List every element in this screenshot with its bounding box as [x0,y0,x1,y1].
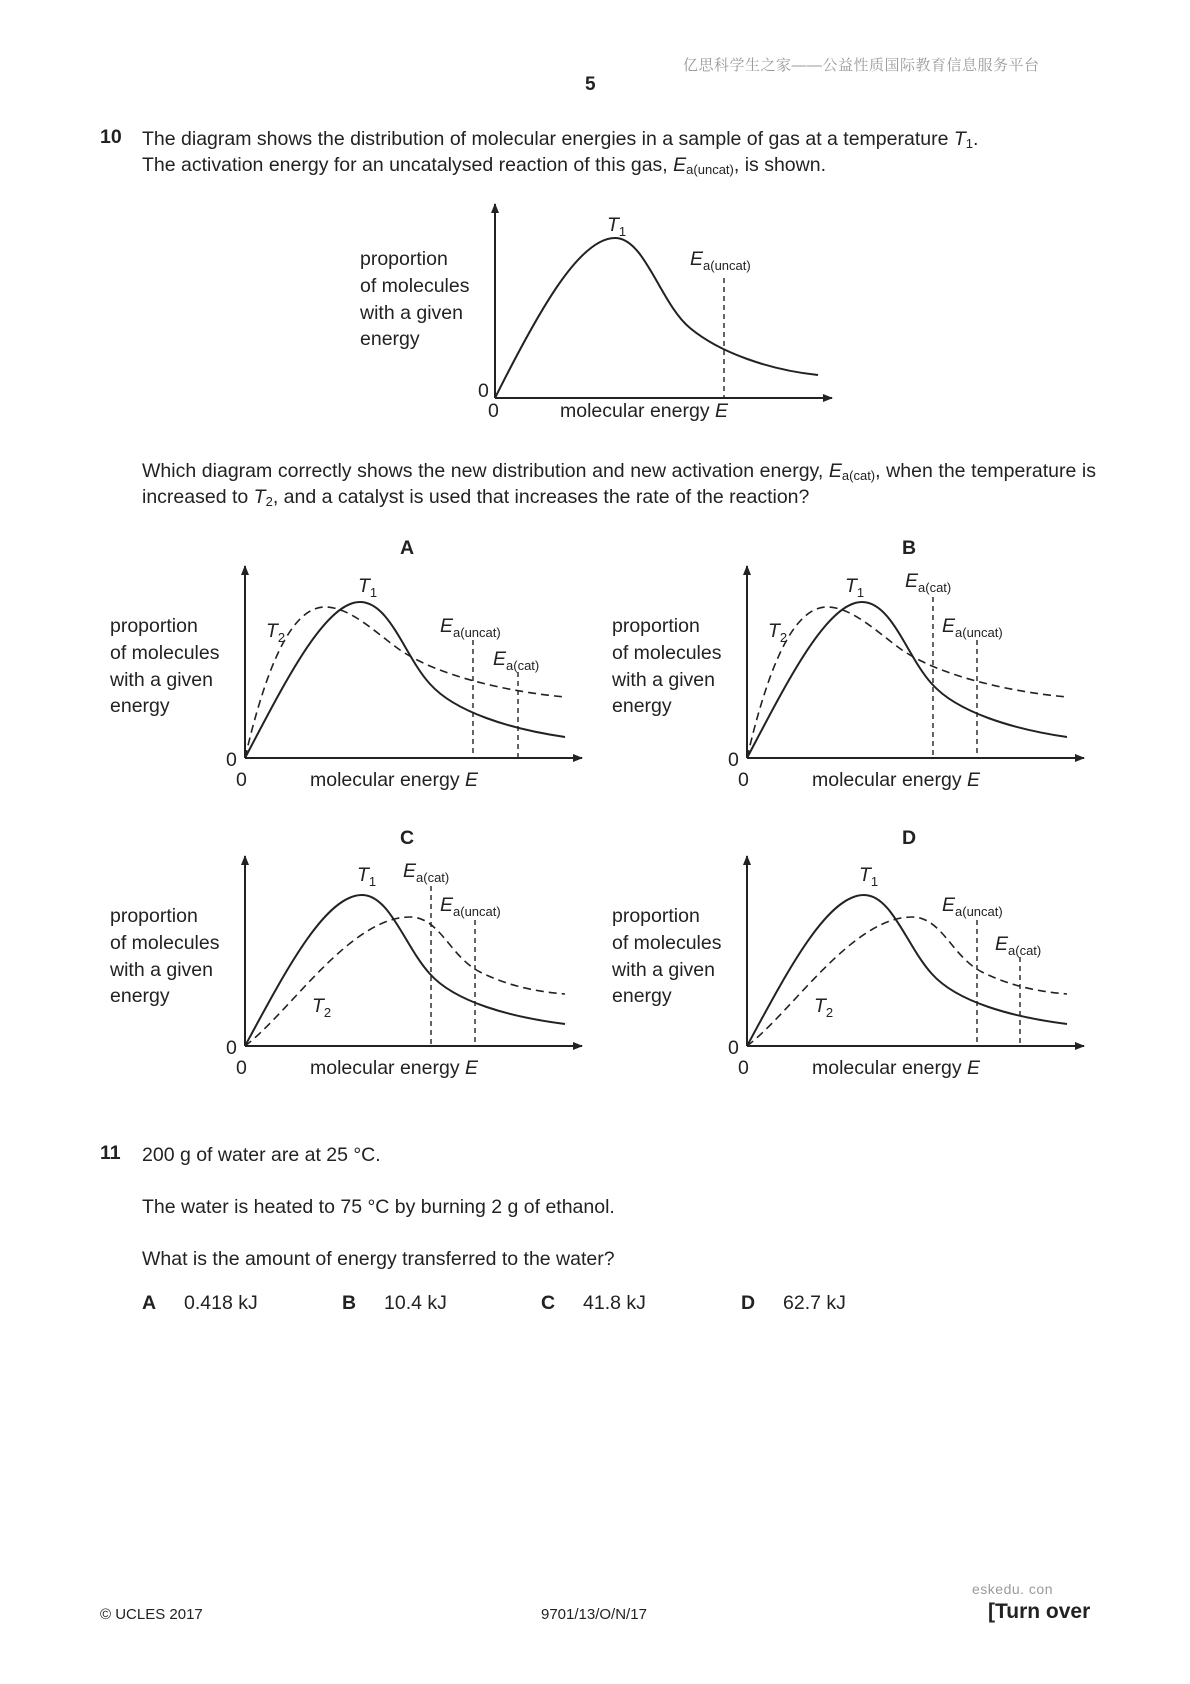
x-axis-label: molecular energy E [812,769,981,791]
footer-turn-over: [Turn over [988,1600,1091,1623]
t2-curve [747,607,1067,758]
x-axis-label: molecular energy E [560,400,729,422]
option-b-answer[interactable]: B 10.4 kJ [342,1292,447,1314]
t1-label: $T_1$ [358,575,378,600]
ea-cat-label: $E_{a(cat)}$ [403,860,450,885]
question-10-prompt: Which diagram correctly shows the new distribution and new activation energy, $E_{a(cat)}$, when the temperature is increased to $T_2$, and a catalyst is used that increases the rate of the reaction? [142,460,1096,509]
y-axis-label-3: with a given [110,669,213,691]
option-a-answer[interactable]: A 0.418 kJ [142,1292,258,1314]
y-axis-label-4: energy [110,695,170,717]
y-axis-label-2: of molecules [110,642,220,664]
question-11-line-1: 200 g of water are at 25 °C. [142,1144,381,1166]
ea-uncat-label: $E_{a(uncat)}$ [690,248,751,273]
option-d-letter: D [902,827,917,849]
t2-label: $T_2$ [814,995,834,1020]
y-axis-label-2: of molecules [612,932,722,954]
question-11-number: 11 [100,1142,121,1164]
option-a-diagram[interactable] [100,532,600,800]
origin-zero-x: 0 [236,769,247,791]
t2-label: $T_2$ [266,620,286,645]
origin-zero-y: 0 [226,749,237,771]
y-axis-label-1: proportion [110,615,198,637]
origin-zero-y: 0 [728,1037,739,1059]
origin-zero-x: 0 [738,1057,749,1079]
option-b-letter: B [902,537,917,559]
y-axis-label-4: energy [612,985,672,1007]
ea-cat-label: $E_{a(cat)}$ [905,570,952,595]
origin-zero-y: 0 [226,1037,237,1059]
ea-cat-label: $E_{a(cat)}$ [995,933,1042,958]
reference-energy-diagram [350,198,850,438]
footer-copyright: © UCLES 2017 [100,1606,203,1623]
t1-curve [495,238,818,398]
y-axis-label-1: proportion [612,615,700,637]
y-axis-label-4: energy [110,985,170,1007]
option-b-diagram[interactable] [602,532,1102,800]
t2-label: $T_2$ [312,995,332,1020]
x-axis-label: molecular energy E [310,769,479,791]
origin-zero-x: 0 [236,1057,247,1079]
ea-uncat-label: $E_{a(uncat)}$ [942,615,1003,640]
y-axis-label-4: energy [612,695,672,717]
option-c-answer[interactable]: C 41.8 kJ [541,1292,646,1314]
origin-zero-x: 0 [738,769,749,791]
question-10-intro: The diagram shows the distribution of molecular energies in a sample of gas at a temperature $T_1$. The activation energy for an uncatalysed reaction of this gas, $E_{a(uncat)}$, is shown. [142,128,979,177]
footer-paper-code: 9701/13/O/N/17 [541,1606,647,1623]
question-11-line-3: What is the amount of energy transferred to the water? [142,1248,615,1270]
t1-label: $T_1$ [845,575,865,600]
y-axis-label-4: energy [360,328,420,350]
y-axis-label-1: proportion [612,905,700,927]
origin-zero-y: 0 [478,380,489,402]
ea-cat-label: $E_{a(cat)}$ [493,648,540,673]
option-c-letter: C [400,827,415,849]
t1-label: $T_1$ [607,214,627,239]
ea-uncat-label: $E_{a(uncat)}$ [440,894,501,919]
y-axis-label-2: of molecules [110,932,220,954]
question-11-line-2: The water is heated to 75 °C by burning 2 g of ethanol. [142,1196,615,1218]
option-d-diagram[interactable] [602,822,1102,1090]
y-axis-label-3: with a given [110,959,213,981]
option-c-diagram[interactable] [100,822,600,1090]
t2-curve [245,607,565,758]
t1-label: $T_1$ [859,864,879,889]
t1-curve [245,602,565,758]
question-10-number: 10 [100,126,122,148]
y-axis-label-2: of molecules [360,275,470,297]
y-axis-label-1: proportion [360,248,448,270]
page-number: 5 [585,74,596,95]
y-axis-label-3: with a given [612,669,715,691]
y-axis-label-1: proportion [110,905,198,927]
t2-label: $T_2$ [768,620,788,645]
ea-uncat-label: $E_{a(uncat)}$ [440,615,501,640]
y-axis-label-3: with a given [612,959,715,981]
t1-label: $T_1$ [357,864,377,889]
y-axis-label-2: of molecules [612,642,722,664]
x-axis-label: molecular energy E [812,1057,981,1079]
header-watermark: 亿思科学生之家——公益性质国际教育信息服务平台 [683,57,1040,74]
option-a-letter: A [400,537,415,559]
x-axis-label: molecular energy E [310,1057,479,1079]
option-d-answer[interactable]: D 62.7 kJ [741,1292,846,1314]
ea-uncat-label: $E_{a(uncat)}$ [942,894,1003,919]
origin-zero-x: 0 [488,400,499,422]
y-axis-label-3: with a given [360,302,463,324]
footer-site-watermark: eskedu. con [972,1581,1053,1597]
origin-zero-y: 0 [728,749,739,771]
t1-curve [747,602,1067,758]
